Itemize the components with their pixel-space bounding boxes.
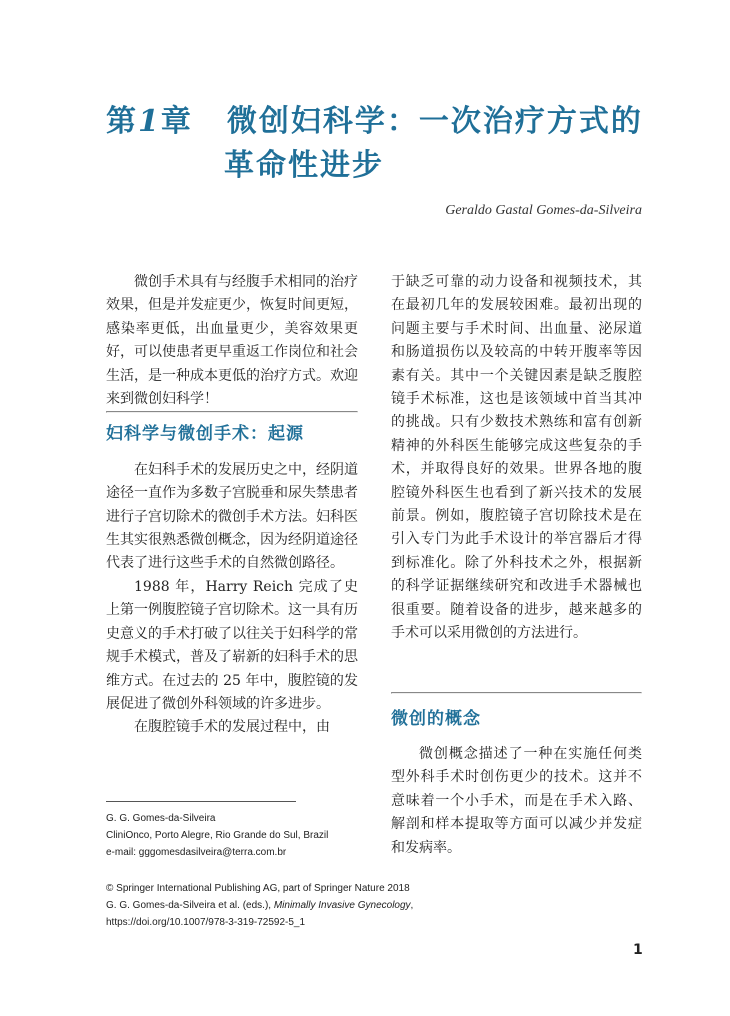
author-footnote — [106, 810, 406, 861]
section-divider — [391, 692, 642, 694]
chapter-title-line2: 革命性进步 — [224, 148, 384, 183]
chapter-suffix: 章 — [160, 104, 193, 139]
section-heading-origins: 妇科学与微创手术：起源 — [106, 424, 304, 445]
citation-suffix: , — [410, 900, 414, 911]
book-title: Minimally Invasive Gynecology — [273, 900, 411, 911]
right-column — [391, 271, 642, 860]
copyright-block — [106, 880, 586, 931]
body-paragraph: 在妇科手术的发展历史之中，经阴道途径一直作为多数子宫脱垂和尿失禁患者进行子宫切除术的微创手术方法。妇科医生其实很熟悉微创概念，因为经阴道途径代表了进行这些手术的自然微创路径。 — [106, 461, 358, 572]
intro-paragraph: 微创手术具有与经腹手术相同的治疗效果，但是并发症更少，恢复时间更短，感染率更低，出血量更少，美容效果更好，可以使患者更早重返工作岗位和社会生活，是一种成本更低的治疗方式。欢迎来到微创妇科学！ — [106, 274, 358, 408]
chapter-title-text-line1: 微创妇科学：一次治疗方式的 — [226, 104, 643, 139]
left-column — [106, 271, 358, 740]
citation-prefix: G. G. Gomes-da-Silveira et al. (eds.), — [106, 900, 274, 911]
chapter-number: 1 — [138, 104, 161, 139]
footnote-name: G. G. Gomes-da-Silveira — [106, 813, 216, 824]
chapter-prefix: 第 — [106, 104, 138, 139]
section-divider — [106, 411, 358, 413]
body-paragraph: 微创概念描述了一种在实施任何类型外科手术时创伤更少的技术。这并不意味着一个小手术，而是在手术入路、解剖和样本提取等方面可以减少并发症和发病率。 — [391, 745, 642, 856]
body-paragraph: 在腹腔镜手术的发展过程中，由 — [134, 719, 330, 736]
chapter-title-line1 — [106, 100, 666, 144]
doi-link[interactable]: https://doi.org/10.1007/978-3-319-72592-5_1 — [106, 917, 306, 928]
footnote-email[interactable]: e-mail: gggomesdasilveira@terra.com.br — [106, 847, 287, 858]
footnote-divider — [106, 801, 296, 802]
footnote-affiliation: CliniOnco, Porto Alegre, Rio Grande do Sul, Brazil — [106, 830, 329, 841]
page-number: 1 — [633, 942, 643, 958]
section-heading-concept: 微创的概念 — [391, 708, 481, 729]
body-paragraph: 1988 年，Harry Reich 完成了史上第一例腹腔镜子宫切除术。这一具有历史意义的手术打破了以往关于妇科学的常规手术模式，普及了崭新的妇科手术的思维方式。在过去的 25 年中，腹腔镜的发展促进了微创外科领域的许多进步。 — [106, 578, 358, 712]
author-name: Geraldo Gastal Gomes-da-Silveira — [445, 203, 642, 218]
citation-line — [106, 897, 586, 914]
copyright-line: © Springer International Publishing AG, part of Springer Nature 2018 — [106, 883, 410, 894]
chapter-title — [106, 100, 666, 188]
body-paragraph: 于缺乏可靠的动力设备和视频技术，其在最初几年的发展较困难。最初出现的问题主要与手术时间、出血量、泌尿道和肠道损伤以及较高的中转开腹率等因素有关。其中一个关键因素是缺乏腹腔镜手术标准，这也是该领域中首当其冲的挑战。只有少数技术熟练和富有创新精神的外科医生能够完成这些复杂的手术，并取得良好的效果。世界各地的腹腔镜外科医生也看到了新兴技术的发展前景。例如，腹腔镜子宫切除技术是在引入专门为此手术设计的举宫器后才得到标准化。除了外科技术之外，根据新的科学证据继续研究和改进手术器械也很重要。随着设备的进步，越来越多的手术可以采用微创的方法进行。 — [391, 274, 642, 642]
